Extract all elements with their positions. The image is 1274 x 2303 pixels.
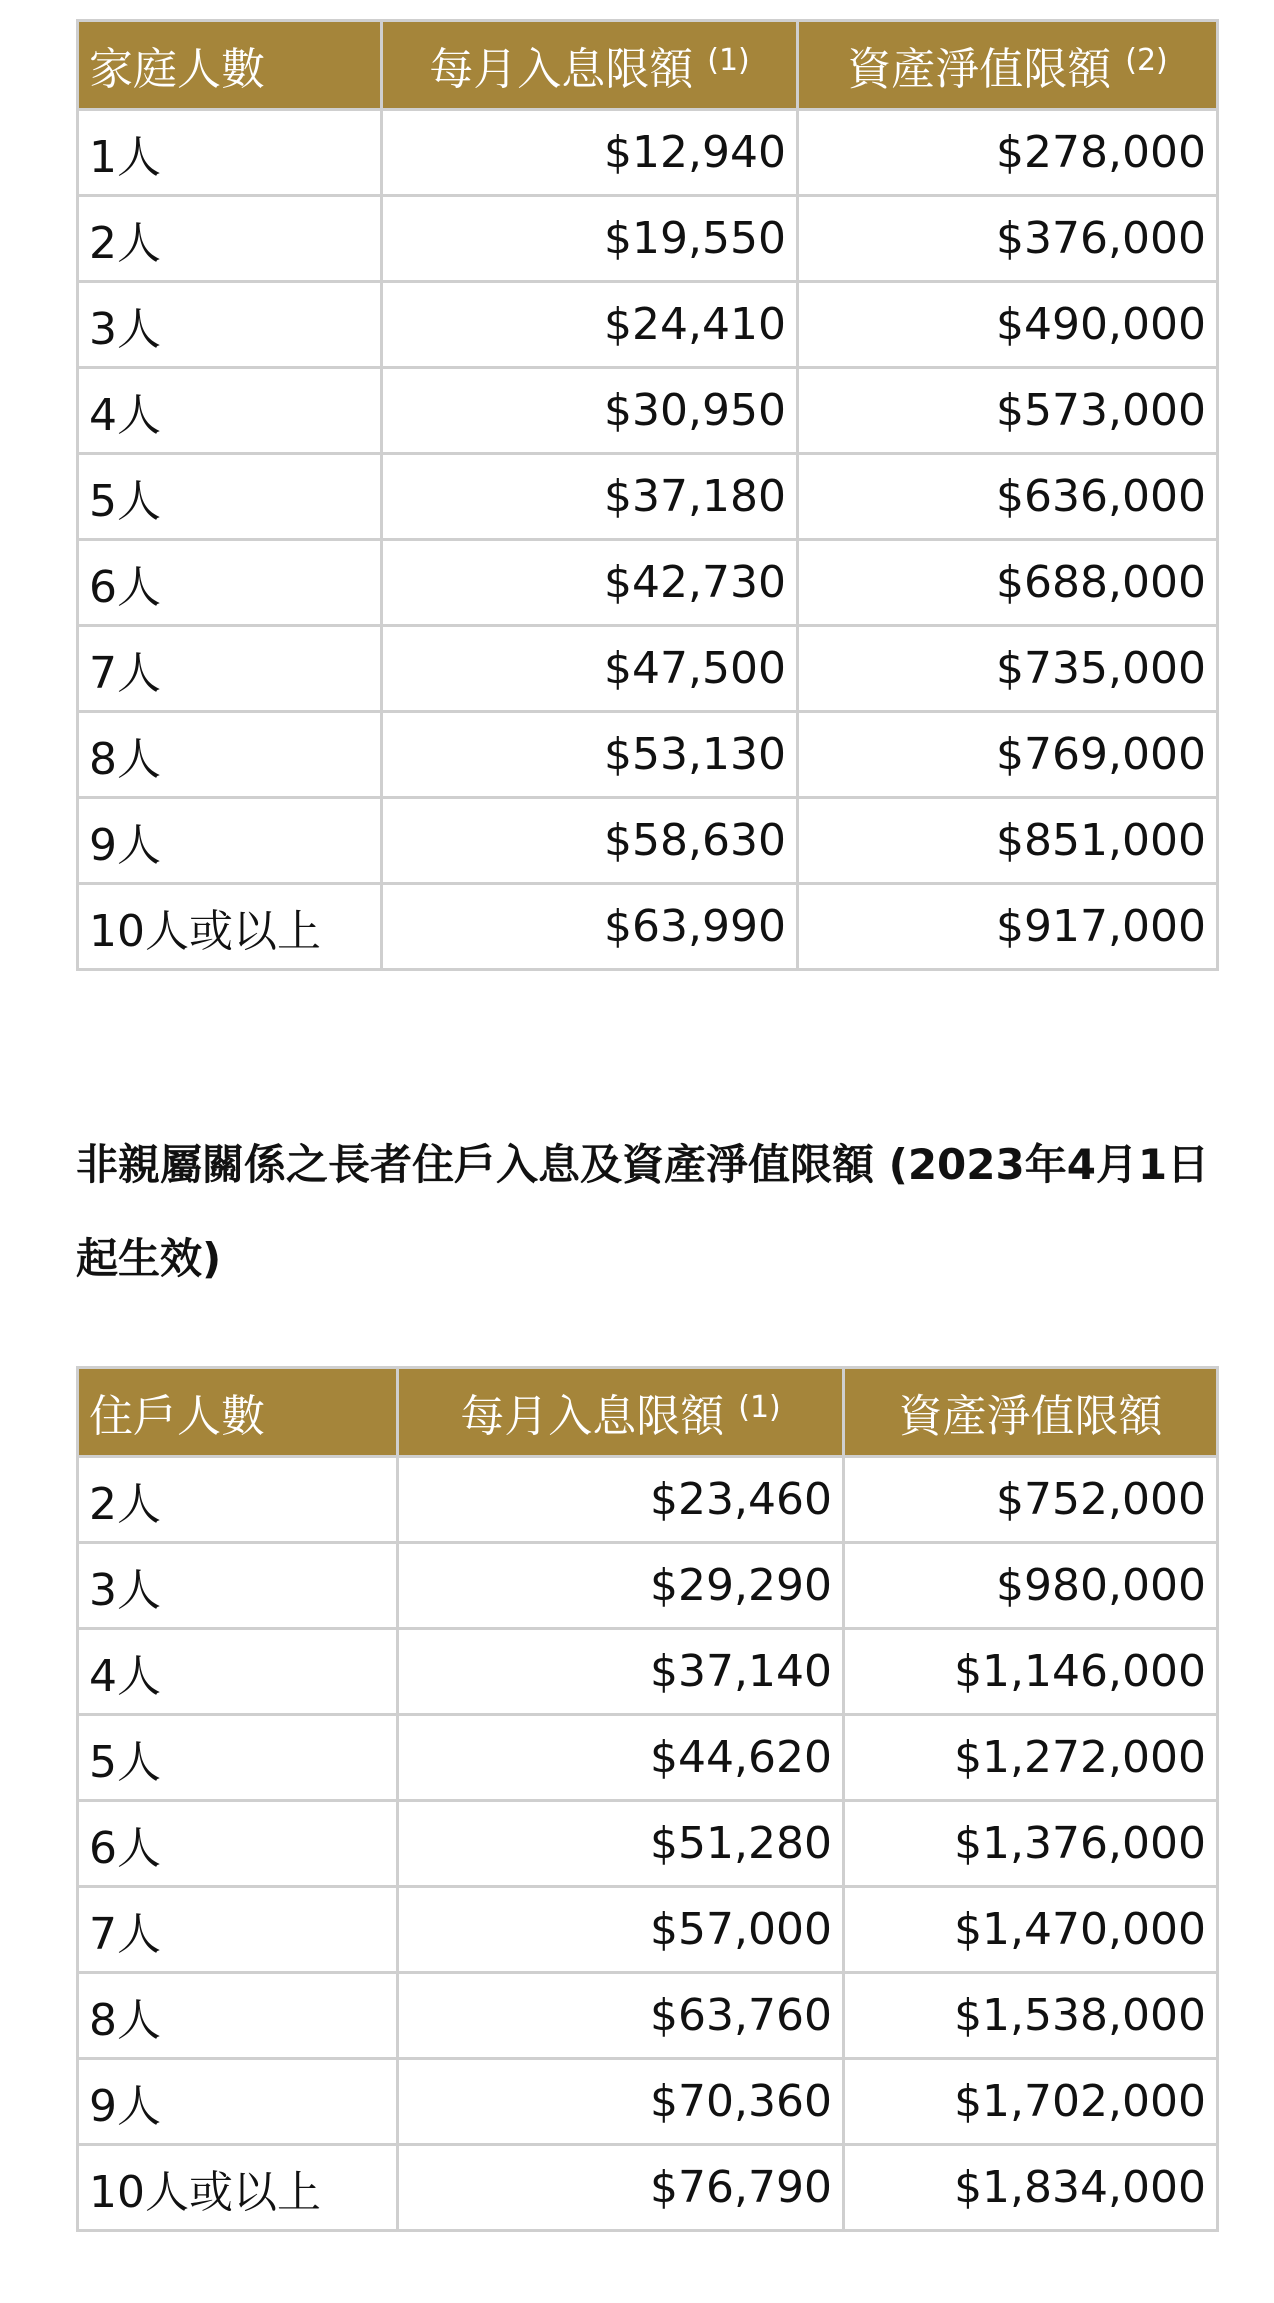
monthly-income-cell: $24,410 [382, 282, 798, 368]
household-size-cell: 6人 [78, 1801, 398, 1887]
net-asset-cell: $851,000 [798, 798, 1218, 884]
table-header-row [78, 1368, 1218, 1457]
header-monthly-income-label: 每月入息限額 [429, 44, 694, 95]
net-asset-cell: $490,000 [798, 282, 1218, 368]
table-row [78, 540, 1218, 626]
footnote-marker-1[interactable]: (1) [738, 1390, 781, 1425]
table-row [78, 1543, 1218, 1629]
monthly-income-cell: $58,630 [382, 798, 798, 884]
header-household-size [78, 1368, 398, 1457]
net-asset-cell: $917,000 [798, 884, 1218, 970]
header-monthly-income-label: 每月入息限額 [460, 1391, 725, 1442]
monthly-income-cell: $51,280 [398, 1801, 844, 1887]
header-household-size-label: 住戶人數 [89, 1391, 265, 1442]
monthly-income-cell: $53,130 [382, 712, 798, 798]
header-household-size [78, 21, 382, 110]
household-size-cell: 1人 [78, 110, 382, 196]
table-row [78, 282, 1218, 368]
table-header-row [78, 21, 1218, 110]
table-row [78, 1457, 1218, 1543]
household-size-cell: 2人 [78, 1457, 398, 1543]
monthly-income-cell: $70,360 [398, 2059, 844, 2145]
header-monthly-income-limit [398, 1368, 844, 1457]
table-row [78, 626, 1218, 712]
monthly-income-cell: $30,950 [382, 368, 798, 454]
table-row [78, 110, 1218, 196]
net-asset-cell: $1,146,000 [844, 1629, 1218, 1715]
table-row [78, 1715, 1218, 1801]
monthly-income-cell: $12,940 [382, 110, 798, 196]
household-size-cell: 7人 [78, 1887, 398, 1973]
monthly-income-cell: $42,730 [382, 540, 798, 626]
header-net-asset-label: 資產淨值限額 [898, 1391, 1163, 1442]
monthly-income-cell: $23,460 [398, 1457, 844, 1543]
household-size-cell: 8人 [78, 712, 382, 798]
table-row [78, 454, 1218, 540]
header-net-asset-limit [798, 21, 1218, 110]
household-size-cell: 2人 [78, 196, 382, 282]
net-asset-cell: $376,000 [798, 196, 1218, 282]
table-row [78, 2145, 1218, 2231]
household-size-cell: 8人 [78, 1973, 398, 2059]
household-size-cell: 5人 [78, 454, 382, 540]
family-income-asset-limits-table [76, 19, 1219, 971]
net-asset-cell: $1,376,000 [844, 1801, 1218, 1887]
household-size-cell: 4人 [78, 1629, 398, 1715]
household-size-cell: 5人 [78, 1715, 398, 1801]
table-row [78, 798, 1218, 884]
table-row [78, 2059, 1218, 2145]
net-asset-cell: $1,702,000 [844, 2059, 1218, 2145]
table-row [78, 368, 1218, 454]
net-asset-cell: $1,538,000 [844, 1973, 1218, 2059]
monthly-income-cell: $63,760 [398, 1973, 844, 2059]
household-size-cell: 3人 [78, 282, 382, 368]
monthly-income-cell: $47,500 [382, 626, 798, 712]
table-row [78, 712, 1218, 798]
monthly-income-cell: $37,140 [398, 1629, 844, 1715]
household-size-cell: 9人 [78, 798, 382, 884]
monthly-income-cell: $63,990 [382, 884, 798, 970]
household-size-cell: 7人 [78, 626, 382, 712]
elderly-household-income-asset-limits-table [76, 1366, 1219, 2232]
household-size-cell: 6人 [78, 540, 382, 626]
net-asset-cell: $688,000 [798, 540, 1218, 626]
table-row [78, 1887, 1218, 1973]
table-row [78, 1801, 1218, 1887]
net-asset-cell: $1,272,000 [844, 1715, 1218, 1801]
household-size-cell: 3人 [78, 1543, 398, 1629]
monthly-income-cell: $19,550 [382, 196, 798, 282]
household-size-cell: 9人 [78, 2059, 398, 2145]
net-asset-cell: $752,000 [844, 1457, 1218, 1543]
net-asset-cell: $1,470,000 [844, 1887, 1218, 1973]
header-monthly-income-limit [382, 21, 798, 110]
table-row [78, 196, 1218, 282]
monthly-income-cell: $57,000 [398, 1887, 844, 1973]
table-row [78, 1973, 1218, 2059]
household-size-cell: 10人或以上 [78, 884, 382, 970]
footnote-marker-2[interactable]: (2) [1125, 43, 1168, 78]
table-row [78, 1629, 1218, 1715]
household-size-cell: 4人 [78, 368, 382, 454]
monthly-income-cell: $37,180 [382, 454, 798, 540]
net-asset-cell: $573,000 [798, 368, 1218, 454]
household-size-cell: 10人或以上 [78, 2145, 398, 2231]
net-asset-cell: $769,000 [798, 712, 1218, 798]
table-row [78, 884, 1218, 970]
header-household-size-label: 家庭人數 [89, 44, 265, 95]
footnote-marker-1[interactable]: (1) [707, 43, 750, 78]
header-net-asset-label: 資產淨值限額 [847, 44, 1112, 95]
net-asset-cell: $1,834,000 [844, 2145, 1218, 2231]
net-asset-cell: $636,000 [798, 454, 1218, 540]
net-asset-cell: $980,000 [844, 1543, 1218, 1629]
monthly-income-cell: $76,790 [398, 2145, 844, 2231]
header-net-asset-limit [844, 1368, 1218, 1457]
section-heading: 非親屬關係之長者住戶入息及資產淨值限額 (2023年4月1日起生效) [76, 1140, 1210, 1283]
net-asset-cell: $278,000 [798, 110, 1218, 196]
net-asset-cell: $735,000 [798, 626, 1218, 712]
monthly-income-cell: $29,290 [398, 1543, 844, 1629]
monthly-income-cell: $44,620 [398, 1715, 844, 1801]
